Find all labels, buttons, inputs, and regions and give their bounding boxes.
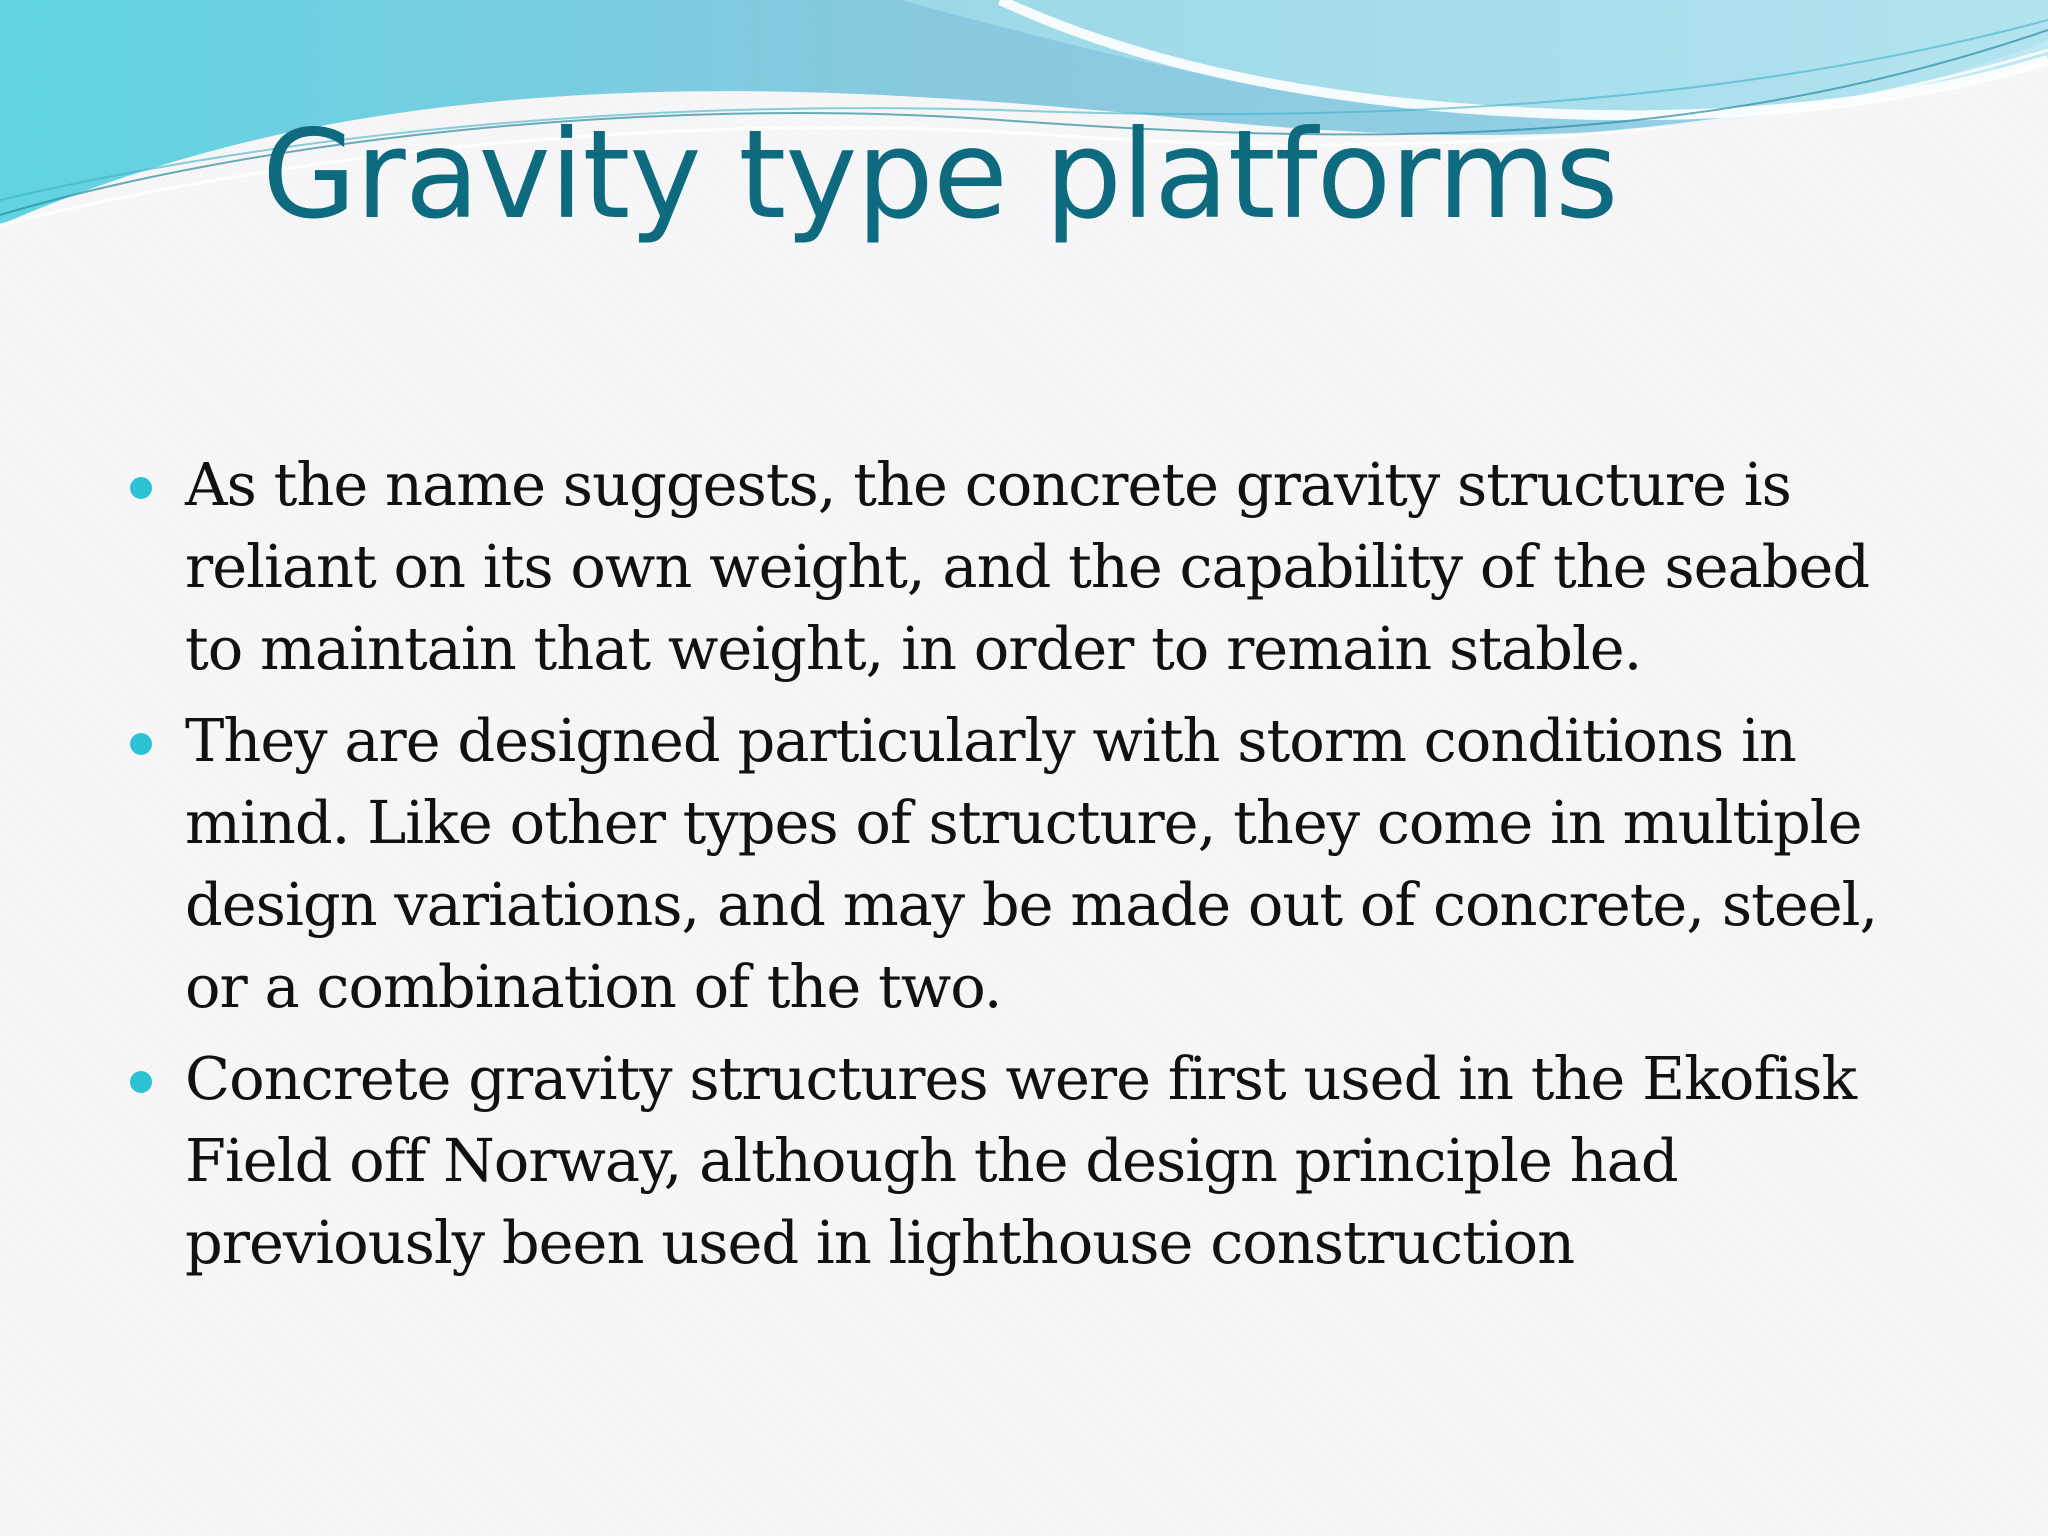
bullet-text: They are designed particularly with storm conditions in mind. Like other types of structure, they come in multiple design variations, and may be made out of concrete, steel, or a combination of the two. — [185, 706, 1878, 1021]
bullet-dot-icon — [130, 477, 152, 499]
slide-title: Gravity type platforms — [262, 104, 1618, 246]
bullet-list — [0, 444, 2048, 1294]
bullet-text: Concrete gravity structures were first used in the Ekofisk Field off Norway, although the design principle had previously been used in lighthouse construction — [185, 1044, 1857, 1277]
bullet-dot-icon — [130, 733, 152, 755]
bullet-dot-icon — [130, 1071, 152, 1093]
bullet-item — [0, 700, 1905, 1028]
bullet-item — [0, 1038, 1905, 1284]
bullet-item — [0, 444, 1905, 690]
bullet-text: As the name suggests, the concrete gravity structure is reliant on its own weight, and the capability of the seabed to maintain that weight, in order to remain stable. — [185, 450, 1870, 683]
